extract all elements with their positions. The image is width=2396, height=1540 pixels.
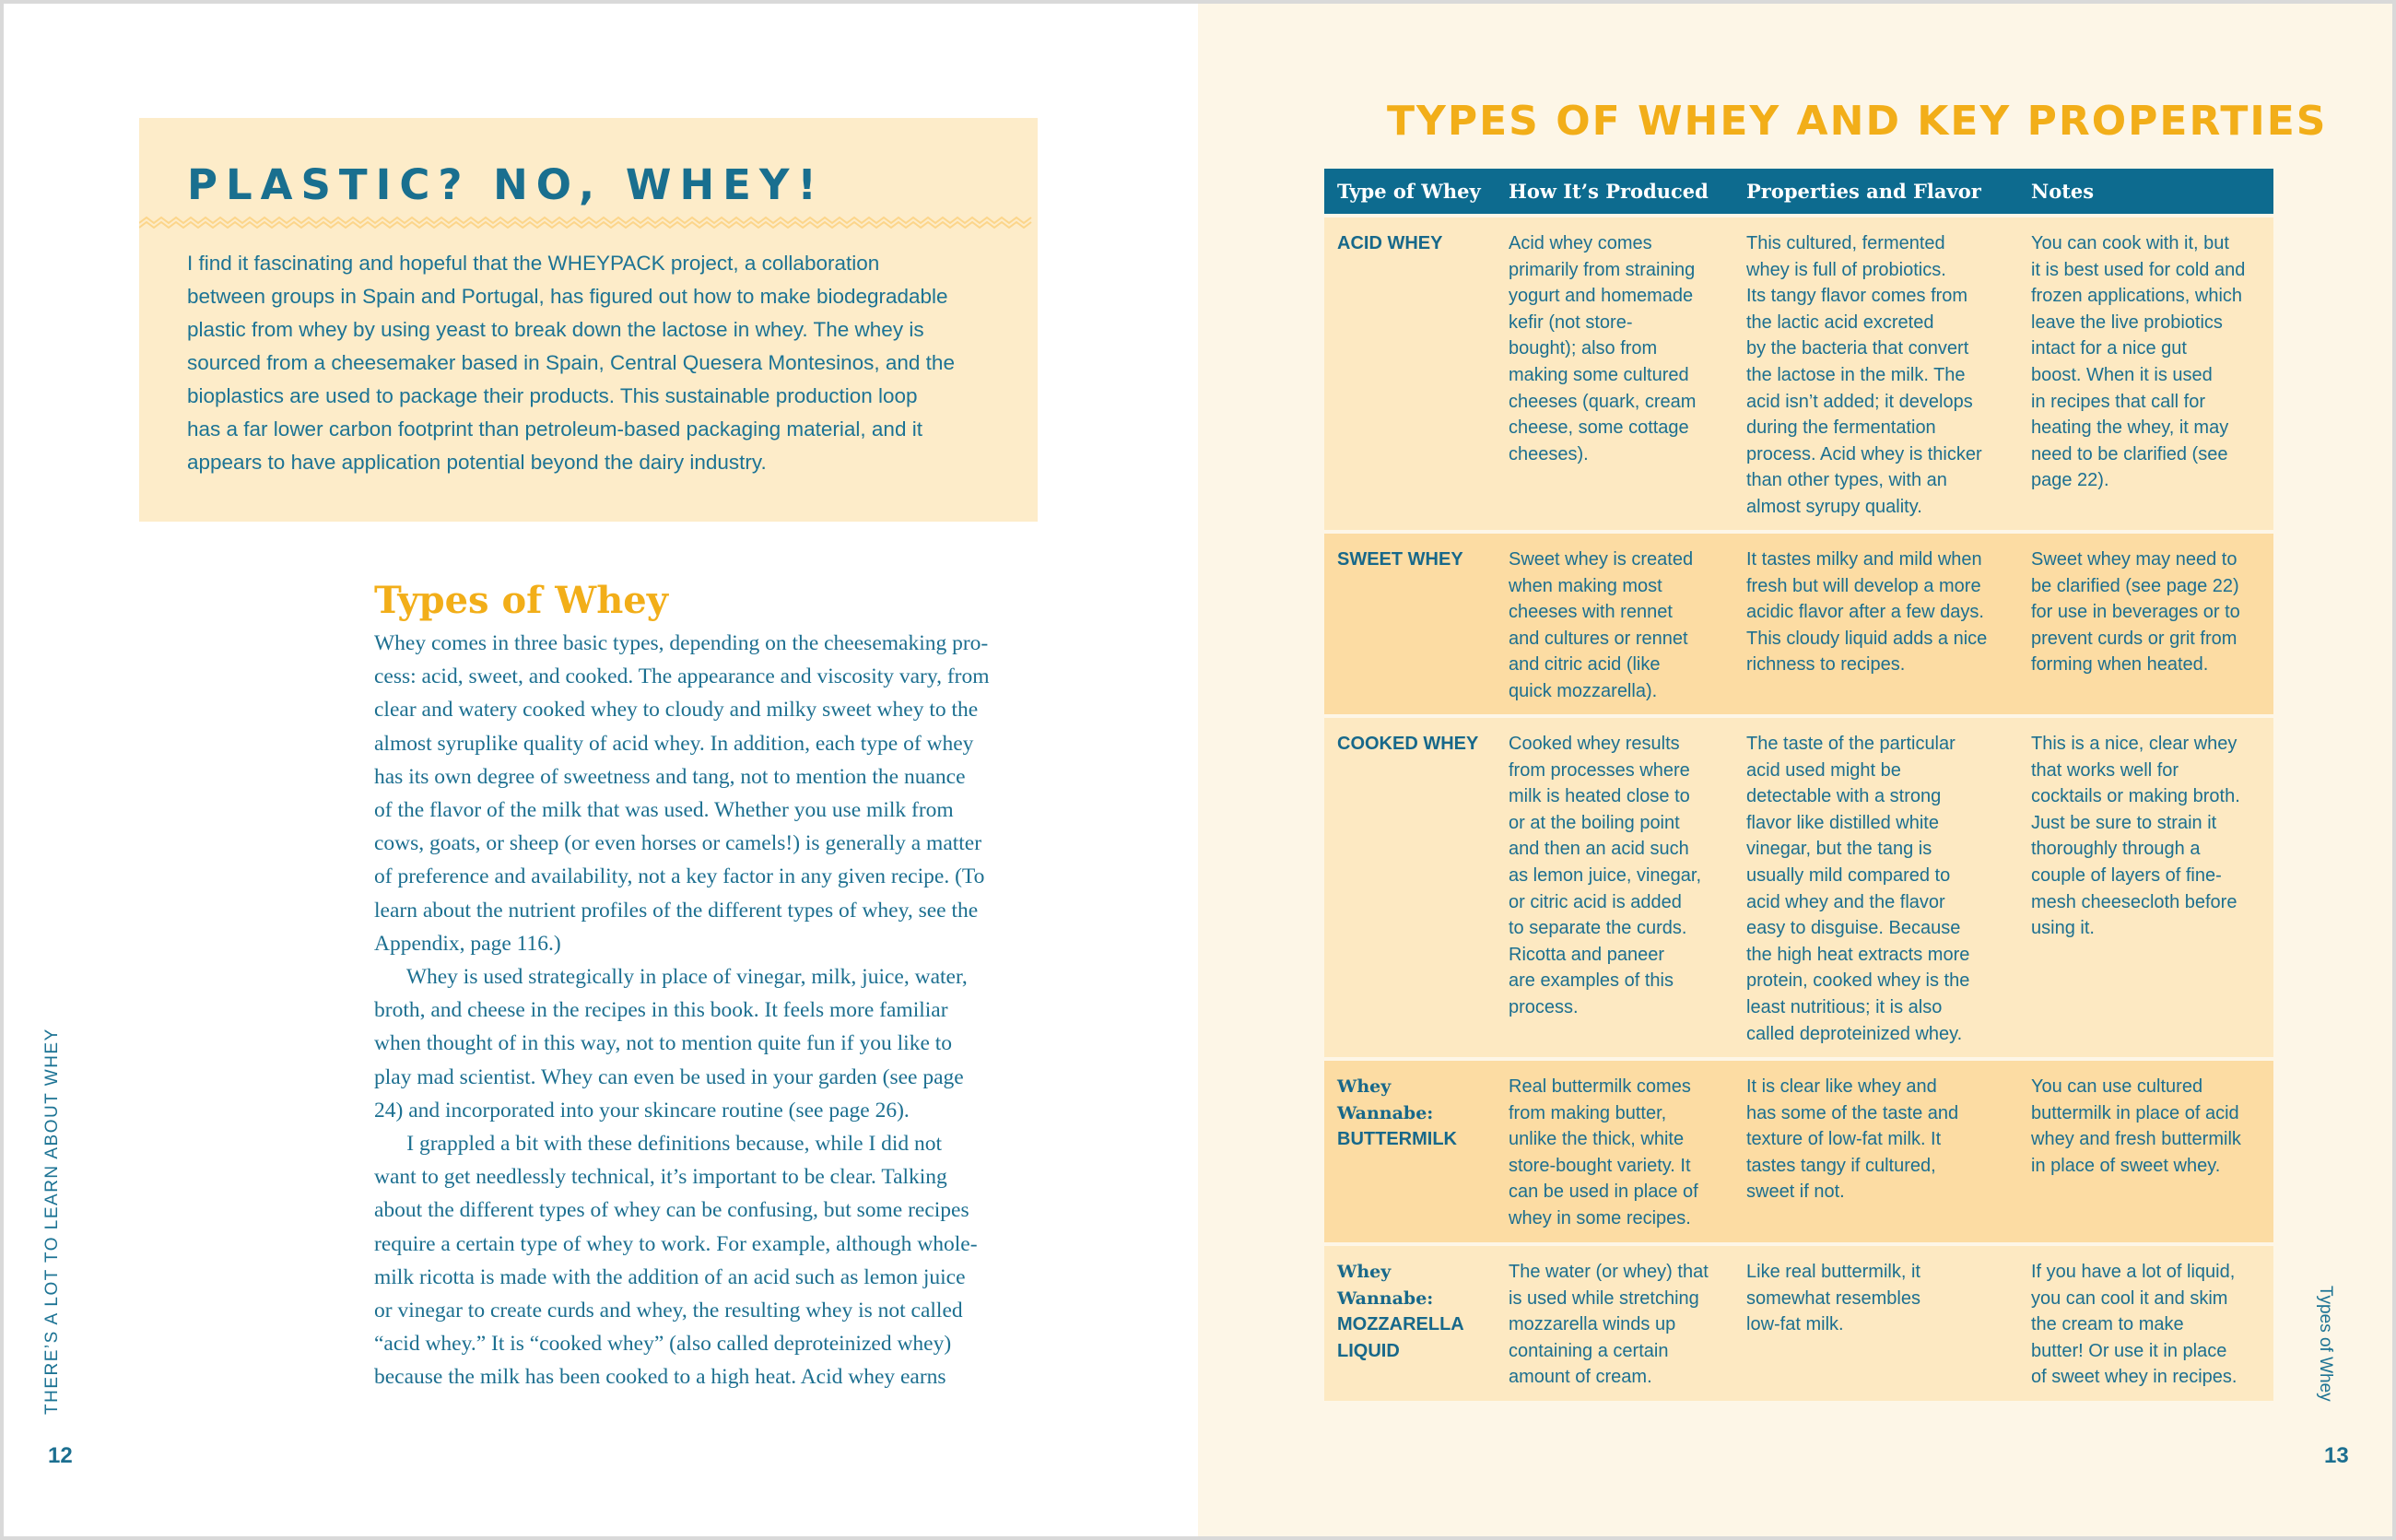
- cell-line: mozzarella winds up: [1509, 1314, 1676, 1335]
- cell-line: somewhat resembles: [1746, 1287, 1920, 1309]
- page-number-right: 13: [2324, 1443, 2349, 1468]
- cell-line: least nutritious; it is also: [1746, 996, 1943, 1017]
- cell-line: It tastes milky and mild when: [1746, 549, 1982, 570]
- cell-line: process. Acid whey is thicker: [1746, 443, 1982, 464]
- header-type: Type of Whey: [1324, 169, 1496, 216]
- properties-cell: [1733, 1244, 2018, 1401]
- cell-line: whey in some recipes.: [1509, 1207, 1691, 1228]
- text-line: clear and watery cooked whey to cloudy and milky sweet whey to the: [374, 698, 979, 723]
- cell-line: can be used in place of: [1509, 1181, 1698, 1203]
- cell-line: cheese, some cottage: [1509, 417, 1689, 439]
- type-cell: [1324, 1244, 1496, 1401]
- header-produced: How It’s Produced: [1496, 169, 1733, 216]
- cell-line: primarily from straining: [1509, 259, 1696, 280]
- cell-line: whey and fresh buttermilk: [2031, 1129, 2241, 1150]
- text-line: require a certain type of whey to work. For example, although whole-: [374, 1231, 978, 1256]
- cell-line: milk is heated close to: [1509, 786, 1690, 807]
- cell-line: yogurt and homemade: [1509, 286, 1694, 307]
- header-notes: Notes: [2018, 169, 2273, 216]
- table-row: [1324, 216, 2273, 532]
- properties-cell: [1733, 532, 2018, 716]
- cell-line: ACID WHEY: [1337, 233, 1443, 253]
- cell-line: when making most: [1509, 575, 1662, 596]
- table-title: TYPES OF WHEY AND KEY PROPERTIES: [1387, 98, 2328, 145]
- cell-line: The taste of the particular: [1746, 734, 1956, 754]
- cell-line: quick mozzarella).: [1509, 680, 1658, 701]
- cell-line: need to be clarified (see: [2031, 443, 2228, 464]
- cell-line: It is clear like whey and: [1746, 1076, 1937, 1097]
- notes-cell: [2018, 1244, 2273, 1401]
- text-line: or vinegar to create curds and whey, the resulting whey is not called: [374, 1299, 963, 1323]
- cell-line: leave the live probiotics: [2031, 312, 2223, 333]
- cell-line: in recipes that call for: [2031, 391, 2205, 412]
- notes-cell: [2018, 716, 2273, 1059]
- text-line: want to get needlessly technical, it’s important to be clear. Talking: [374, 1165, 947, 1190]
- cell-line: easy to disguise. Because: [1746, 918, 1961, 939]
- notes-cell: [2018, 216, 2273, 532]
- cell-line: MOZZARELLA: [1337, 1314, 1464, 1335]
- table-header-row: [1324, 169, 2273, 216]
- cell-line: BUTTERMILK: [1337, 1129, 1457, 1150]
- cell-line: buttermilk in place of acid: [2031, 1102, 2239, 1123]
- type-cell: [1324, 1059, 1496, 1244]
- cell-line: protein, cooked whey is the: [1746, 970, 1970, 992]
- cell-line: This cloudy liquid adds a nice: [1746, 628, 1988, 649]
- properties-cell: [1733, 216, 2018, 532]
- cell-line: and cultures or rennet: [1509, 628, 1688, 649]
- cell-line: forming when heated.: [2031, 654, 2209, 676]
- cell-line: whey is full of probiotics.: [1746, 259, 1946, 280]
- cell-line: low-fat milk.: [1746, 1314, 1844, 1335]
- cell-line: Sweet whey is created: [1509, 549, 1694, 570]
- cell-line: almost syrupy quality.: [1746, 496, 1922, 517]
- cell-line: process.: [1509, 996, 1579, 1017]
- text-line: play mad scientist. Whey can even be used in your garden (see page: [374, 1064, 964, 1089]
- type-prefix: Whey Wannabe:: [1337, 1262, 1434, 1309]
- cell-line: acid isn’t added; it develops: [1746, 391, 1973, 412]
- properties-cell: [1733, 1059, 2018, 1244]
- type-cell: [1324, 532, 1496, 716]
- cell-line: You can cook with it, but: [2031, 233, 2229, 253]
- cell-line: SWEET WHEY: [1337, 549, 1463, 570]
- cell-line: the high heat extracts more: [1746, 944, 1970, 965]
- cell-line: You can use cultured: [2031, 1076, 2203, 1097]
- section-title: Types of Whey: [374, 579, 668, 622]
- cell-line: unlike the thick, white: [1509, 1129, 1685, 1150]
- cell-line: LIQUID: [1337, 1340, 1400, 1361]
- cell-line: acidic flavor after a few days.: [1746, 602, 1984, 623]
- cell-line: detectable with a strong: [1746, 786, 1942, 807]
- text-line: I find it fascinating and hopeful that the WHEYPACK project, a collaboration: [187, 252, 880, 275]
- cell-line: in place of sweet whey.: [2031, 1155, 2221, 1176]
- table-row: [1324, 532, 2273, 716]
- text-line: almost syruplike quality of acid whey. In addition, each type of whey: [374, 731, 974, 756]
- type-cell: [1324, 716, 1496, 1059]
- cell-line: boost. When it is used: [2031, 364, 2213, 385]
- text-line: learn about the nutrient profiles of the different types of whey, see the: [374, 898, 979, 923]
- cell-line: acid whey and the flavor: [1746, 891, 1945, 912]
- text-line: Whey is used strategically in place of vinegar, milk, juice, water,: [374, 965, 968, 990]
- section-body: [374, 627, 1047, 1394]
- cell-line: be clarified (see page 22): [2031, 575, 2239, 596]
- sidebar-box: [139, 118, 1038, 522]
- cell-line: fresh but will develop a more: [1746, 575, 1981, 596]
- page-number-left: 12: [48, 1443, 73, 1468]
- cell-line: If you have a lot of liquid,: [2031, 1262, 2236, 1282]
- cell-line: This cultured, fermented: [1746, 233, 1945, 253]
- zigzag-divider: [139, 216, 1038, 229]
- cell-line: Like real buttermilk, it: [1746, 1262, 1920, 1282]
- cell-line: of sweet whey in recipes.: [2031, 1367, 2237, 1388]
- cell-line: than other types, with an: [1746, 470, 1947, 491]
- notes-cell: [2018, 532, 2273, 716]
- text-line: Appendix, page 116.): [374, 931, 561, 956]
- type-cell: [1324, 216, 1496, 532]
- cell-line: from making butter,: [1509, 1102, 1667, 1123]
- table-row: [1324, 716, 2273, 1059]
- cell-line: vinegar, but the tang is: [1746, 839, 1932, 860]
- cell-line: Just be sure to strain it: [2031, 812, 2217, 833]
- cell-line: or at the boiling point: [1509, 812, 1680, 833]
- produced-cell: [1496, 1244, 1733, 1401]
- cell-line: to separate the curds.: [1509, 918, 1687, 939]
- cell-line: Cooked whey results: [1509, 734, 1680, 754]
- text-line: when thought of in this way, not to mention quite fun if you like to: [374, 1031, 953, 1056]
- cell-line: from processes where: [1509, 759, 1690, 781]
- cell-line: kefir (not store-: [1509, 312, 1633, 333]
- produced-cell: [1496, 716, 1733, 1059]
- cell-line: the cream to make: [2031, 1314, 2184, 1335]
- cell-line: usually mild compared to: [1746, 864, 1951, 886]
- cell-line: as lemon juice, vinegar,: [1509, 864, 1702, 886]
- cell-line: cheeses).: [1509, 443, 1589, 464]
- running-head-right: Types of Whey: [2316, 1286, 2335, 1402]
- text-line: has its own degree of sweetness and tang, not to mention the nuance: [374, 764, 966, 789]
- cell-line: cheeses (quark, cream: [1509, 391, 1697, 412]
- produced-cell: [1496, 532, 1733, 716]
- cell-line: are examples of this: [1509, 970, 1674, 992]
- text-line: appears to have application potential beyond the dairy industry.: [187, 451, 767, 474]
- cell-line: during the fermentation: [1746, 417, 1936, 439]
- text-line: between groups in Spain and Portugal, has figured out how to make biodegradable: [187, 285, 948, 308]
- cell-line: called deproteinized whey.: [1746, 1023, 1963, 1044]
- sidebar-body: [187, 247, 955, 479]
- notes-cell: [2018, 1059, 2273, 1244]
- cell-line: cocktails or making broth.: [2031, 786, 2240, 807]
- cell-line: Its tangy flavor comes from: [1746, 286, 1968, 307]
- cell-line: texture of low-fat milk. It: [1746, 1129, 1942, 1150]
- cell-line: Sweet whey may need to: [2031, 549, 2237, 570]
- cell-line: This is a nice, clear whey: [2031, 734, 2237, 754]
- text-line: cows, goats, or sheep (or even horses or camels!) is generally a matter: [374, 831, 982, 856]
- cell-line: amount of cream.: [1509, 1367, 1652, 1388]
- text-line: sourced from a cheesemaker based in Spain, Central Quesera Montesinos, and the: [187, 351, 955, 374]
- cell-line: Real buttermilk comes: [1509, 1076, 1691, 1097]
- cell-line: making some cultured: [1509, 364, 1689, 385]
- header-properties: Properties and Flavor: [1733, 169, 2018, 216]
- cell-line: COOKED WHEY: [1337, 734, 1479, 754]
- cell-line: that works well for: [2031, 759, 2179, 781]
- cell-line: butter! Or use it in place: [2031, 1340, 2227, 1361]
- cell-line: store-bought variety. It: [1509, 1155, 1691, 1176]
- text-line: broth, and cheese in the recipes in this book. It feels more familiar: [374, 998, 948, 1023]
- text-line: because the milk has been cooked to a high heat. Acid whey earns: [374, 1365, 946, 1390]
- cell-line: the lactic acid excreted: [1746, 312, 1934, 333]
- properties-cell: [1733, 716, 2018, 1059]
- cell-line: or citric acid is added: [1509, 891, 1682, 912]
- sidebar-title: PLASTIC? NO, WHEY!: [187, 160, 825, 209]
- produced-cell: [1496, 216, 1733, 532]
- cell-line: Acid whey comes: [1509, 233, 1652, 253]
- cell-line: The water (or whey) that: [1509, 1262, 1709, 1282]
- produced-cell: [1496, 1059, 1733, 1244]
- cell-line: richness to recipes.: [1746, 654, 1906, 676]
- cell-line: couple of layers of fine-: [2031, 864, 2222, 886]
- cell-line: and then an acid such: [1509, 839, 1689, 860]
- text-line: has a far lower carbon footprint than petroleum-based packaging material, and it: [187, 417, 922, 441]
- cell-line: cheeses with rennet: [1509, 602, 1673, 623]
- cell-line: the lactose in the milk. The: [1746, 364, 1966, 385]
- cell-line: frozen applications, which: [2031, 286, 2243, 307]
- cell-line: containing a certain: [1509, 1340, 1669, 1361]
- cell-line: thoroughly through a: [2031, 839, 2201, 860]
- text-line: bioplastics are used to package their products. This sustainable production loop: [187, 384, 918, 407]
- cell-line: tastes tangy if cultured,: [1746, 1155, 1936, 1176]
- cell-line: and citric acid (like: [1509, 654, 1661, 676]
- text-line: cess: acid, sweet, and cooked. The appearance and viscosity vary, from: [374, 664, 990, 689]
- table-row: [1324, 1244, 2273, 1401]
- type-prefix: Whey Wannabe:: [1337, 1076, 1434, 1123]
- text-line: of the flavor of the milk that was used. Whether you use milk from: [374, 798, 954, 823]
- cell-line: intact for a nice gut: [2031, 338, 2187, 359]
- cell-line: acid used might be: [1746, 759, 1901, 781]
- cell-line: prevent curds or grit from: [2031, 628, 2237, 649]
- text-line: plastic from whey by using yeast to break down the lactose in whey. The whey is: [187, 318, 924, 341]
- cell-line: using it.: [2031, 918, 2095, 939]
- cell-line: for use in beverages or to: [2031, 602, 2240, 623]
- table-row: [1324, 1059, 2273, 1244]
- cell-line: you can cool it and skim: [2031, 1287, 2228, 1309]
- cell-line: mesh cheesecloth before: [2031, 891, 2237, 912]
- cell-line: has some of the taste and: [1746, 1102, 1959, 1123]
- text-line: “acid whey.” It is “cooked whey” (also called deproteinized whey): [374, 1332, 952, 1357]
- text-line: I grappled a bit with these definitions because, while I did not: [374, 1132, 943, 1157]
- cell-line: is used while stretching: [1509, 1287, 1699, 1309]
- cell-line: heating the whey, it may: [2031, 417, 2229, 439]
- cell-line: page 22).: [2031, 470, 2109, 491]
- text-line: milk ricotta is made with the addition of an acid such as lemon juice: [374, 1264, 966, 1289]
- text-line: of preference and availability, not a key factor in any given recipe. (To: [374, 864, 985, 889]
- cell-line: Ricotta and paneer: [1509, 944, 1665, 965]
- text-line: 24) and incorporated into your skincare routine (see page 26).: [374, 1098, 910, 1123]
- cell-line: by the bacteria that convert: [1746, 338, 1969, 359]
- text-line: Whey comes in three basic types, depending on the cheesemaking pro-: [374, 631, 989, 655]
- text-line: about the different types of whey can be confusing, but some recipes: [374, 1198, 969, 1223]
- running-head-left: THERE’S A LOT TO LEARN ABOUT WHEY: [42, 1028, 62, 1415]
- cell-line: it is best used for cold and: [2031, 259, 2246, 280]
- cell-line: bought); also from: [1509, 338, 1658, 359]
- whey-table: [1324, 169, 2273, 1401]
- cell-line: flavor like distilled white: [1746, 812, 1939, 833]
- cell-line: sweet if not.: [1746, 1181, 1845, 1203]
